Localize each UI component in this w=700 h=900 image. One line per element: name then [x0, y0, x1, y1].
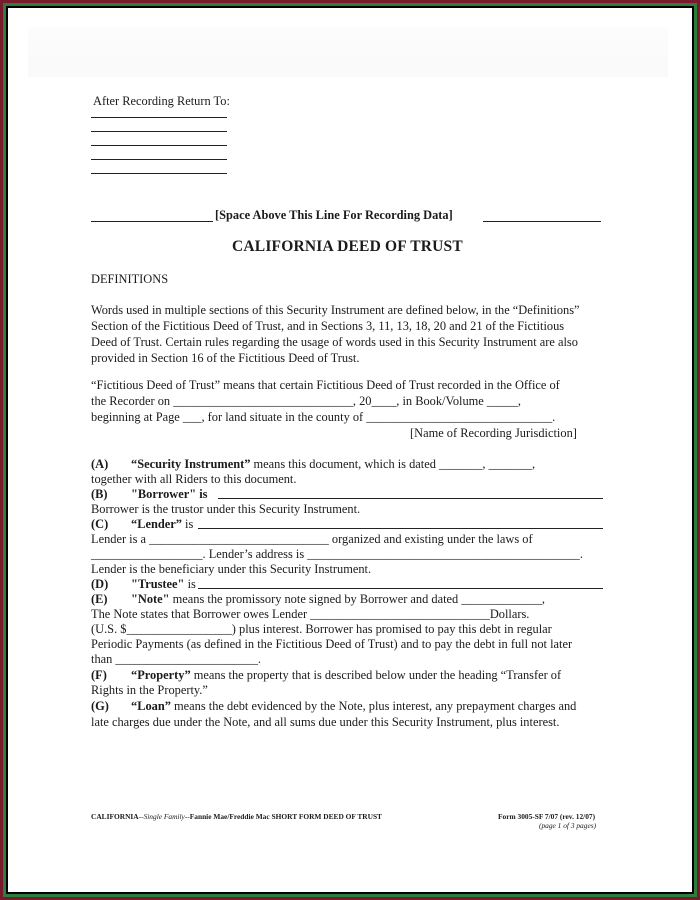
section-a-line-2: together with all Riders to this document.: [91, 472, 297, 486]
section-a-text: [131, 457, 535, 472]
section-e-text: [131, 592, 545, 607]
fictitious-line-2: the Recorder on _____________________________, 20____, in Book/Volume _____,: [91, 394, 521, 408]
section-g-letter: (G): [91, 699, 109, 713]
section-f-letter: (F): [91, 668, 107, 682]
footer-agency: Fannie Mae/Freddie Mac SHORT FORM DEED OF TRUST: [189, 812, 382, 821]
section-g-term: “Loan”: [131, 699, 171, 713]
document-title: CALIFORNIA DEED OF TRUST: [232, 238, 463, 255]
section-c-term: “Lender”: [131, 517, 182, 531]
section-a-term: “Security Instrument”: [131, 457, 251, 471]
section-e-rest: means the promissory note signed by Borrower and dated _____________,: [172, 592, 545, 606]
section-g-rest: means the debt evidenced by the Note, plus interest, any prepayment charges and: [174, 699, 577, 713]
fictitious-line-1: “Fictitious Deed of Trust” means that certain Fictitious Deed of Trust recorded in the Office of: [91, 378, 560, 392]
bleed-through-artifact: [28, 27, 668, 77]
section-b-term: "Borrower" is: [131, 487, 208, 501]
footer-page-number: (page 1 of 3 pages): [539, 821, 597, 830]
return-line-3: [91, 145, 227, 146]
section-c-letter: (C): [91, 517, 109, 531]
section-f-term: “Property”: [131, 668, 191, 682]
section-e-line-3: (U.S. $_________________) plus interest. Borrower has promised to pay this debt in regular: [91, 622, 552, 636]
section-g-line-2: late charges due under the Note, and all sums due under this Security Instrument, plus interest.: [91, 715, 560, 729]
footer-form-name: [91, 809, 382, 824]
section-b-letter: (B): [91, 487, 108, 501]
return-line-2: [91, 131, 227, 132]
footer-state: CALIFORNIA: [91, 812, 139, 821]
recording-data-banner: [Space Above This Line For Recording Data]: [215, 208, 453, 222]
section-f-line-2: Rights in the Property.”: [91, 683, 208, 697]
section-d-letter: (D): [91, 577, 109, 591]
section-e-line-2: The Note states that Borrower owes Lender _____________________________Dollars.: [91, 607, 530, 621]
recording-jurisdiction-label: [Name of Recording Jurisdiction]: [410, 426, 577, 440]
section-d-rest: is: [187, 577, 196, 591]
section-e-line-5: than _______________________.: [91, 652, 262, 666]
intro-line-2: Section of the Fictitious Deed of Trust, and in Sections 3, 11, 13, 18, 20 and 21 of the Fictitious: [91, 319, 565, 333]
return-line-1: [91, 117, 227, 118]
section-a-rest: means this document, which is dated _______, _______,: [253, 457, 536, 471]
section-c-line-4: Lender is the beneficiary under this Security Instrument.: [91, 562, 372, 576]
fictitious-line-3: beginning at Page ___, for land situate in the county of ______________________________.: [91, 410, 556, 424]
section-e-letter: (E): [91, 592, 108, 606]
section-e-line-4: Periodic Payments (as defined in the Fictitious Deed of Trust) and to pay the debt in full not later: [91, 637, 573, 651]
intro-line-4: provided in Section 16 of the Fictitious Deed of Trust.: [91, 351, 360, 365]
document-page: [10, 9, 690, 891]
lender-blank: [198, 528, 603, 529]
intro-line-1: Words used in multiple sections of this Security Instrument are defined below, in the “Definitions”: [91, 303, 580, 317]
section-f-text: [131, 668, 561, 683]
return-line-4: [91, 159, 227, 160]
section-d-text: [131, 577, 196, 592]
footer-family: --Single Family--: [138, 812, 190, 821]
section-f-rest: means the property that is described below under the heading “Transfer of: [193, 668, 562, 682]
section-d-term: "Trustee": [131, 577, 185, 591]
borrower-blank: [218, 498, 603, 499]
section-c-text: [131, 517, 193, 532]
intro-line-3: Deed of Trust. Certain rules regarding the usage of words used in this Security Instrument are also: [91, 335, 578, 349]
banner-rule-right: [483, 221, 601, 222]
section-g-text: [131, 699, 576, 714]
section-e-term: "Note": [131, 592, 170, 606]
trustee-blank: [198, 588, 603, 589]
section-c-line-3: __________________. Lender’s address is ____________________________________________.: [91, 547, 583, 561]
section-a-letter: (A): [91, 457, 109, 471]
section-c-line-2: Lender is a _____________________________ organized and existing under the laws of: [91, 532, 533, 546]
banner-rule-left: [91, 221, 213, 222]
section-b-line-2: Borrower is the trustor under this Security Instrument.: [91, 502, 361, 516]
section-c-rest: is: [185, 517, 194, 531]
footer-form-number: Form 3005-SF 7/07 (rev. 12/07): [498, 812, 596, 821]
return-to-label: After Recording Return To:: [93, 94, 230, 108]
return-line-5: [91, 173, 227, 174]
definitions-heading: DEFINITIONS: [91, 272, 169, 286]
